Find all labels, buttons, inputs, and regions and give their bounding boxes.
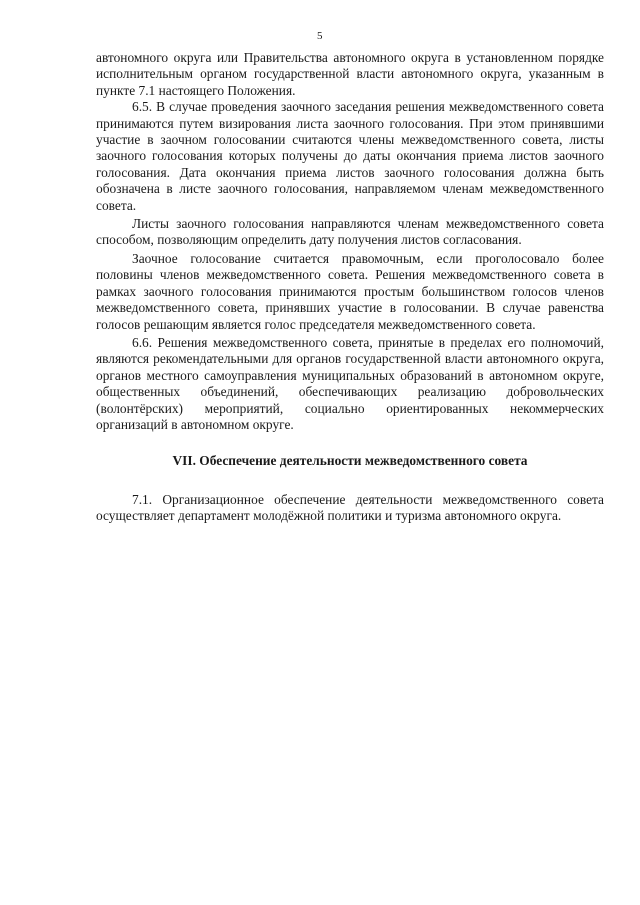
paragraph-6-5: 6.5. В случае проведения заочного заседания решения межведомственного совета принимаются путем визирования листа заочного голосования. При этом принявшими участие в заочном голосовании считаются члены межведомственного совета, листы заочного голосования которых получены до даты окончания приема листов заочного голосования. Дата окончания приема листов заочного голосования должна быть обозначена в листе заочного голосования, направляемом членам межведомственного совета. (96, 99, 604, 213)
paragraph-6-6: 6.6. Решения межведомственного совета, принятые в пределах его полномочий, являются рекомендательными для органов государственной власти автономного округа, органов местного самоуправления муниципальных образований в автономном округе, общественных объединений, обеспечивающих реализацию добровольческих (волонтёрских) мероприятий, социально ориентированных некоммерческих организаций в автономном округе. (96, 334, 604, 432)
page-number: 5 (317, 30, 323, 42)
paragraph-7-1: 7.1. Организационное обеспечение деятельности межведомственного совета осуществляет департамент молодёжной политики и туризма автономного округа. (96, 491, 604, 524)
paragraph-quorum: Заочное голосование считается правомочным, если проголосовало более половины членов межведомственного совета. Решения межведомственного совета в рамках заочного голосования принимаются простым большинством голосов членов межведомственного совета, принявших участие в голосовании. В случае равенства голосов решающим является голос председателя межведомственного совета. (96, 250, 604, 332)
paragraph-voting-sheets: Листы заочного голосования направляются членам межведомственного совета способом, позволяющим определить дату получения листов согласования. (96, 216, 604, 248)
document-body (96, 50, 604, 525)
section-title: VII. Обеспечение деятельности межведомственного совета (172, 453, 528, 469)
paragraph-continuation: автономного округа или Правительства автономного округа в установленном порядке исполнительным органом государственной власти автономного округа, указанным в пункте 7.1 настоящего Положения. (96, 50, 604, 98)
